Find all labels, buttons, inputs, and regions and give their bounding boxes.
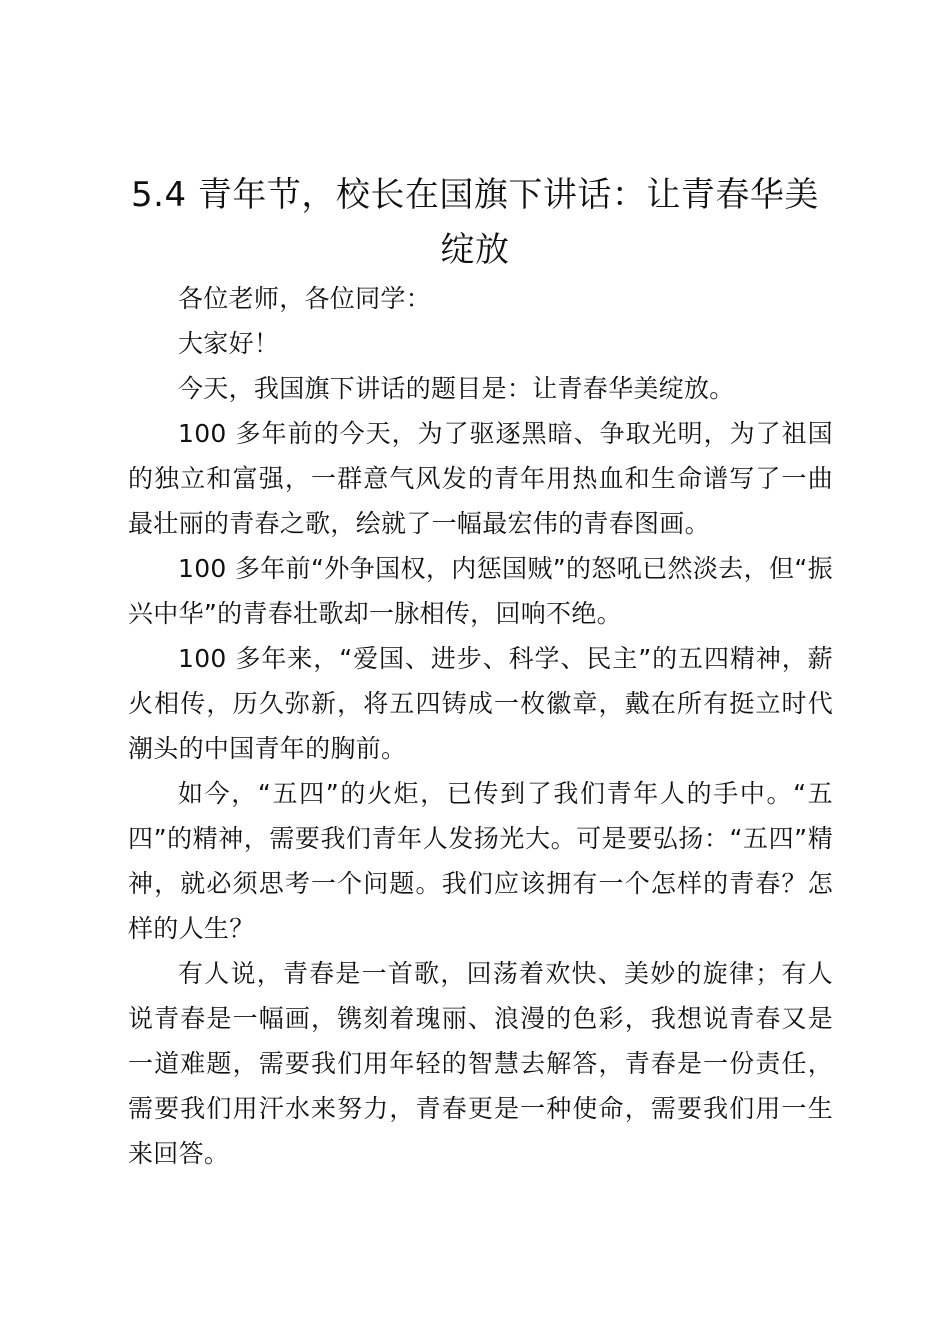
body-paragraph: 100 多年来，“爱国、进步、科学、民主”的五四精神，薪火相传，历久弥新，将五四铸成一枚徽章，戴在所有挺立时代潮头的中国青年的胸前。 [128, 644, 833, 763]
document-body [128, 276, 833, 1176]
greeting-paragraph: 大家好！ [178, 329, 280, 358]
document-title: 5.4 青年节，校长在国旗下讲话：让青春华美绽放 [131, 175, 819, 270]
body-paragraph: 有人说，青春是一首歌，回荡着欢快、美妙的旋律；有人说青春是一幅画，镌刻着瑰丽、浪漫的色彩，我想说青春又是一道难题，需要我们用年轻的智慧去解答，青春是一份责任，需要我们用汗水来努力，青春更是一种使命，需要我们用一生来回答。 [128, 959, 833, 1168]
salutation-paragraph: 各位老师，各位同学： [178, 284, 432, 313]
body-paragraph: 100 多年前的今天，为了驱逐黑暗、争取光明，为了祖国的独立和富强，一群意气风发的青年用热血和生命谱写了一曲最壮丽的青春之歌，绘就了一幅最宏伟的青春图画。 [128, 419, 833, 538]
body-paragraph: 如今，“五四”的火炬，已传到了我们青年人的手中。“五四”的精神，需要我们青年人发扬光大。可是要弘扬：“五四”精神，就必须思考一个问题。我们应该拥有一个怎样的青春？怎样的人生？ [128, 779, 833, 943]
topic-paragraph: 今天，我国旗下讲话的题目是：让青春华美绽放。 [178, 374, 735, 403]
body-paragraph: 100 多年前“外争国权，内惩国贼”的怒吼已然淡去，但“振兴中华”的青春壮歌却一脉相传，回响不绝。 [128, 554, 833, 628]
